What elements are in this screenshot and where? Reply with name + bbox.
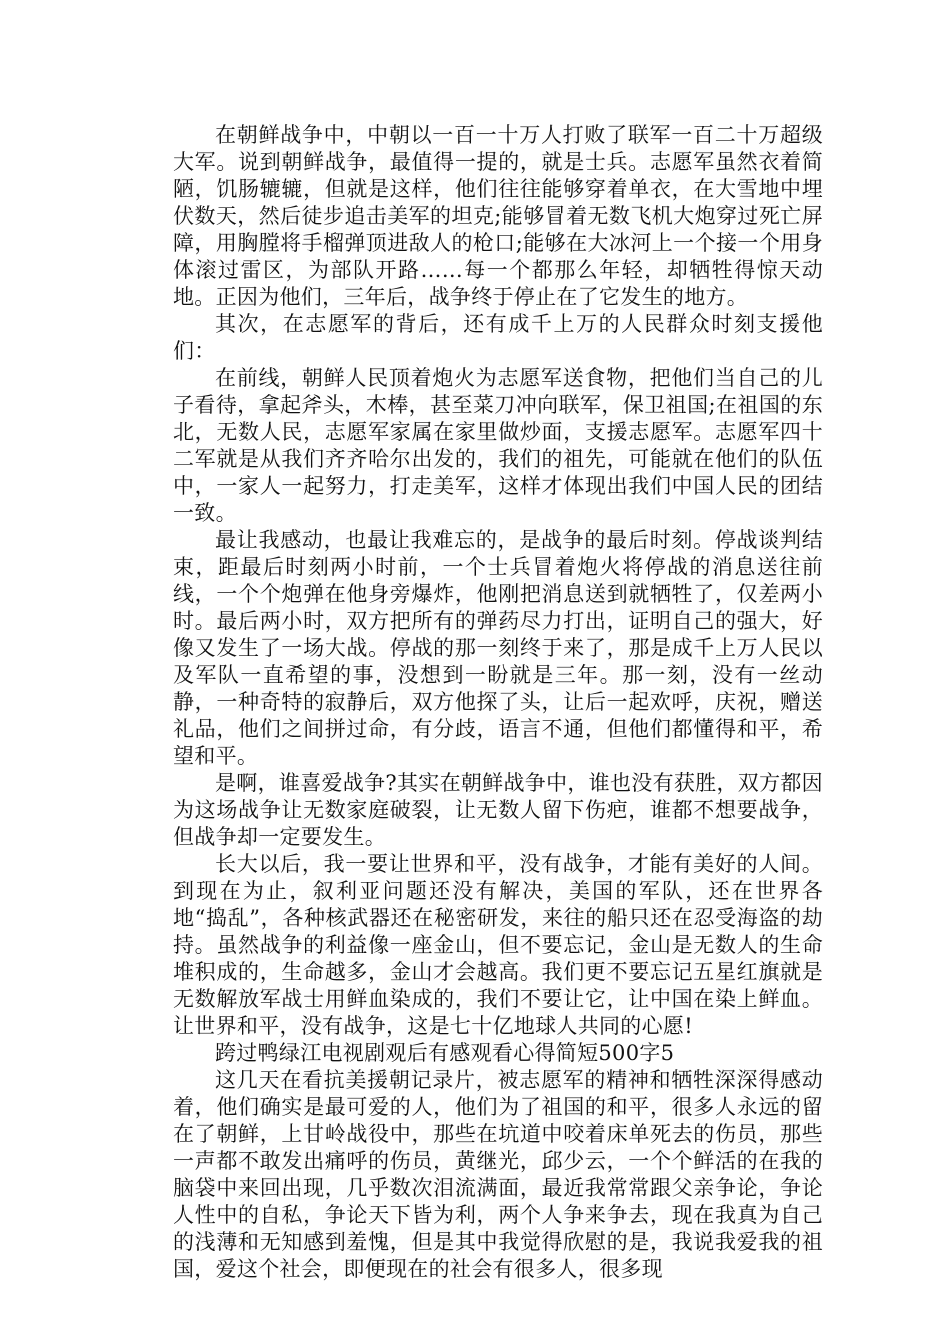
paragraph-frontline: 在前线，朝鲜人民顶着炮火为志愿军送食物，把他们当自己的儿子看待，拿起斧头，木棒，甚至菜刀冲向联军，保卫祖国;在祖国的东北，无数人民，志愿军家属在家里做炒面，支援志愿军。志愿军四十二军就是从我们齐齐哈尔出发的，我们的祖先，可能就在他们的队伍中，一家人一起努力，打走美军，这样才体现出我们中国人民的团结一致。 bbox=[173, 366, 823, 525]
section-heading: 跨过鸭绿江电视剧观后有感观看心得简短500字5 bbox=[215, 1041, 675, 1065]
article-body bbox=[173, 122, 823, 1283]
paragraph-world-peace: 长大以后，我一要让世界和平，没有战争，才能有美好的人间。到现在为止，叙利亚问题还没有解决，美国的军队，还在世界各地“捣乱”，各种核武器还在秘密研发，来往的船只还在忍受海盗的劫持。虽然战争的利益像一座金山，但不要忘记，金山是无数人的生命堆积成的，生命越多，金山才会越高。我们更不要忘记五星红旗就是无数解放军战士用鲜血染成的，我们不要让它，让中国在染上鲜血。让世界和平，没有战争，这是七十亿地球人共同的心愿! bbox=[173, 852, 823, 1038]
paragraph-people-support: 其次，在志愿军的背后，还有成千上万的人民群众时刻支援他们： bbox=[173, 312, 823, 363]
paragraph-documentary: 这几天在看抗美援朝记录片，被志愿军的精神和牺牲深深得感动着，他们确实是最可爱的人，他们为了祖国的和平，很多人永远的留在了朝鲜，上甘岭战役中，那些在坑道中咬着床单死去的伤员，那些一声都不敢发出痛呼的伤员，黄继光，邱少云，一个个鲜活的在我的脑袋中来回出现，几乎数次泪流满面，最近我常常跟父亲争论，争论人性中的自私，争论天下皆为利，两个人争来争去，现在我真为自己的浅薄和无知感到羞愧，但是其中我觉得欣慰的是，我说我爱我的祖国，爱这个社会，即便现在的社会有很多人，很多现 bbox=[173, 1068, 823, 1281]
paragraph-korean-war-soldiers: 在朝鲜战争中，中朝以一百一十万人打败了联军一百二十万超级大军。说到朝鲜战争，最值得一提的，就是士兵。志愿军虽然衣着简陋，饥肠辘辘，但就是这样，他们往往能够穿着单衣，在大雪地中埋伏数天，然后徒步追击美军的坦克;能够冒着无数飞机大炮穿过死亡屏障，用胸膛将手榴弹顶进敌人的枪口;能够在大冰河上一个接一个用身体滚过雷区，为部队开路……每一个都那么年轻，却牺牲得惊天动地。正因为他们，三年后，战争终于停止在了它发生的地方。 bbox=[173, 123, 823, 309]
paragraph-final-moment: 最让我感动，也最让我难忘的，是战争的最后时刻。停战谈判结束，距最后时刻两小时前，一个士兵冒着炮火将停战的消息送往前线，一个个炮弹在他身旁爆炸，他刚把消息送到就牺牲了，仅差两小时。最后两小时，双方把所有的弹药尽力打出，证明自己的强大，好像又发生了一场大战。停战的那一刻终于来了，那是成千上万人民以及军队一直希望的事，没想到一盼就是三年。那一刻，没有一丝动静，一种奇特的寂静后，双方他探了头，让后一起欢呼，庆祝，赠送礼品，他们之间拼过命，有分歧，语言不通，但他们都懂得和平，希望和平。 bbox=[173, 528, 823, 768]
paragraph-who-loves-war: 是啊，谁喜爱战争?其实在朝鲜战争中，谁也没有获胜，双方都因为这场战争让无数家庭破裂，让无数人留下伤疤，谁都不想要战争，但战争却一定要发生。 bbox=[173, 771, 823, 849]
